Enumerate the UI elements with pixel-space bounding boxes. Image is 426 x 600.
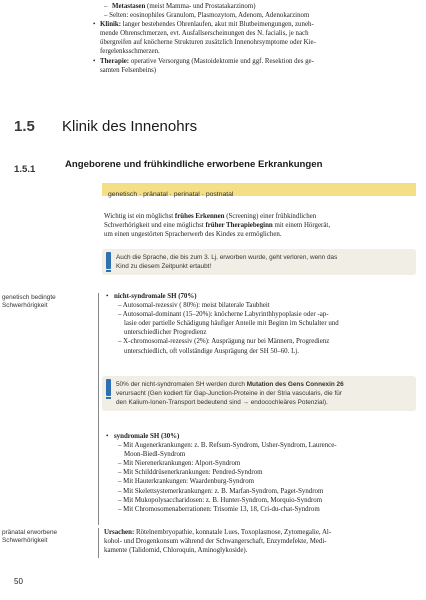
syndromal-heading: • syndromale SH (30%) [106, 433, 180, 440]
syndromal-item: – Mit Augenerkrankungen: z. B. Refsum-Syndrom, Usher-Syndrom, Laurence- [118, 442, 337, 450]
ursachen-line-1: Rötelnembryopathie, konnatale Lues, Toxoplasmose, Zytomegalie, Al- [134, 529, 332, 536]
intro-paragraph [104, 212, 416, 239]
ursachen-line-2: kohol- und Drogenkonsum während der Schwangerschaft, Enzymdefekte, Medi- [104, 538, 327, 546]
ursachen-line-3: kamente (Talidomid, Chloroquin, Aminoglykoside). [104, 547, 248, 555]
intro-text-3: um einen ungestörten Spracherwerb des Kindes zu ermöglichen. [104, 231, 282, 239]
side-label-praenatal-1: pränatal erworbene [2, 529, 58, 536]
intro-text-2c: mit einem Hörgerät, [272, 222, 331, 230]
syndromal-item: – Mit Hauterkrankungen: Waardenburg-Syndrom [118, 478, 255, 486]
note-2-text [116, 380, 412, 407]
klinik-line-4: fergelenksschmerzen. [100, 48, 160, 56]
intro-text-1a: Wichtig ist ein möglichst [104, 213, 175, 220]
syndromal-item: – Mit Chromosomenaberrationen: Trisomie 13, 18, Cri-du-chat-Syndrom [118, 505, 320, 513]
klinik-line-3: übergreifen auf knöcherne Strukturen zusätzlich Innenohrsymptome oder Kie- [100, 39, 316, 47]
syndromal-item: – Mit Schilddrüsenerkrankungen: Pendred-Syndrom [118, 469, 263, 477]
note-1-line-2: Kind zu diesem Zeitpunkt ertaubt! [116, 263, 212, 270]
margin-rule-praenatal [98, 528, 99, 558]
nonsyndromal-item: unterschiedlich, oft vollständige Ausprägung der SH 50–60. Lj. [124, 347, 299, 355]
nonsyndromal-item: lasie oder partielle Schädigung häufiger Anteile mit Beginn im Schulalter und [124, 320, 339, 328]
note-2-line-2: verursacht (Gen kodiert für Gap-Junction-Proteine in der Stria vascularis, die für [116, 390, 342, 397]
intro-emph-1: frühes Erkennen [174, 213, 225, 220]
note-1-line-1: Auch die Sprache, die bis zum 3. Lj. erworben wurde, geht verloren, wenn das [116, 254, 338, 261]
metastasen-line: – Metastasen (meist Mamma- und Prostatakarzinom) [104, 3, 256, 10]
side-label-genetisch [2, 294, 97, 311]
nonsyndromal-heading: • nicht-syndromale SH (70%) [106, 293, 197, 300]
nonsyndromal-item: – X-chromosomal-rezessiv (2%): Ausprägung nur bei Männern, Progredienz [118, 338, 330, 346]
note-box-1 [102, 249, 416, 275]
intro-emph-2: früher Therapiebeginn [205, 222, 273, 230]
side-label-praenatal [2, 529, 97, 546]
exclamation-icon [106, 379, 111, 396]
nonsyndromal-item: – Autosomal-rezessiv ( 80%): meist bilaterale Taubheit [118, 302, 270, 310]
nonsyndromal-item: – Autosomal-dominant (15–20%): knöcherne Labyrinthhypoplasie oder -ap- [118, 311, 329, 319]
section-number: 1.5 [14, 118, 35, 135]
syndromal-item: – Mit Mukopolysaccharidosen: z. B. Hunter-Syndrom, Morquio-Syndrom [118, 496, 323, 504]
syndromal-section [106, 432, 416, 514]
exclamation-icon [106, 252, 111, 269]
intro-text-2a: Schwerhörigkeit und eine möglichst [104, 222, 206, 230]
note-1-text [116, 253, 412, 271]
tag-bar [102, 183, 416, 196]
nonsyndromal-section [106, 292, 416, 356]
intro-text-1c: (Screening) einer frühkindlichen [224, 213, 317, 220]
side-label-genetisch-1: genetisch bedingte [2, 294, 56, 301]
syndromal-item: Moon-Biedl-Syndrom [124, 451, 186, 459]
klinik-line-2: mende Ohrenschmerzen, evt. Ausfallserscheinungen des N. facialis, je nach [100, 30, 309, 38]
note-2-line-1a: 50% der nicht-syndromalen SH werden durch [116, 381, 247, 388]
ursachen-paragraph [104, 528, 416, 555]
therapie-line-2: samten Felsenbeins) [100, 66, 157, 74]
subsection-title: Angeborene und frühkindliche erworbene Erkrankungen [65, 159, 323, 170]
ursachen-label: Ursachen: [104, 529, 135, 536]
note-box-2 [102, 376, 416, 411]
syndromal-item: – Mit Skelettsystemerkrankungen: z. B. Marfan-Syndrom, Paget-Syndrom [118, 487, 324, 495]
klinik-paragraph: • Klinik: langer bestehendes Ohrenlaufen, akut mit Blutbeimengungen, zuneh- [93, 21, 314, 29]
nonsyndromal-item: unterschiedlicher Progredienz [124, 329, 207, 337]
subsection-heading [14, 159, 424, 177]
page-number: 50 [14, 577, 23, 586]
selten-line: – Selten: eosinophiles Granulom, Plasmozytom, Adenom, Adenokarzinom [104, 12, 310, 20]
therapie-paragraph: • Therapie: operative Versorgung (Mastoidektomie und ggf. Resektion des ge- [93, 57, 314, 65]
note-2-emph: Mutation des Gens Connexin 26 [246, 381, 344, 388]
margin-rule-genetisch [98, 293, 99, 525]
subsection-number: 1.5.1 [14, 164, 36, 175]
side-label-genetisch-2: Schwerhörigkeit [2, 302, 48, 310]
top-continuation [93, 2, 418, 75]
section-heading [14, 118, 198, 136]
tagline-text: genetisch · pränatal · perinatal · postnatal [108, 191, 234, 198]
syndromal-item: – Mit Nierenerkrankungen: Alport-Syndrom [118, 460, 241, 468]
note-2-line-3: den Kalium-Ionen-Transport bedeutend sind → endocochleäres Potenzial). [116, 399, 328, 406]
section-title: Klinik des Innenohrs [62, 118, 198, 135]
side-label-praenatal-2: Schwerhörigkeit [2, 537, 48, 545]
